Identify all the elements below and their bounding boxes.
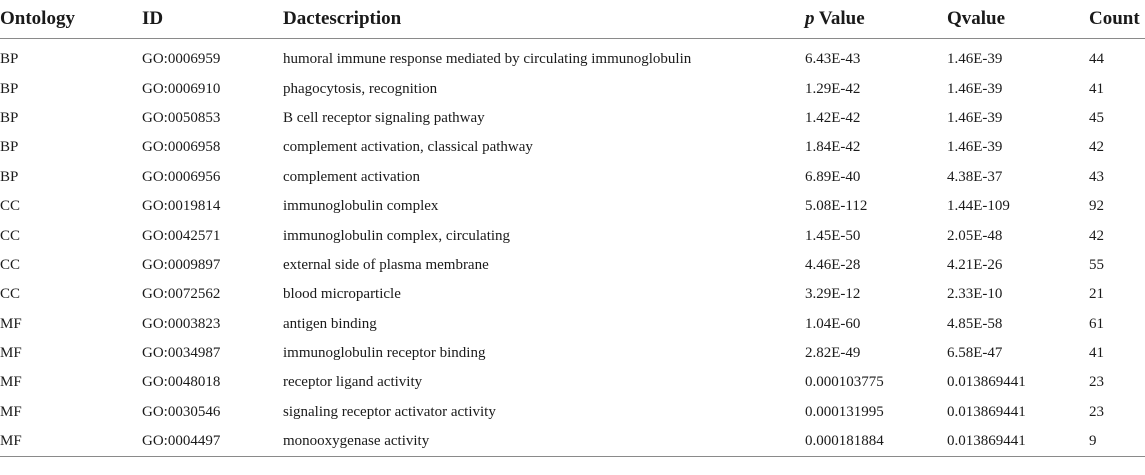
table-row (0, 133, 1145, 162)
cell-id: GO:0048018 (142, 374, 221, 391)
cell-qvalue: 2.33E-10 (947, 286, 1003, 303)
table-row (0, 310, 1145, 339)
cell-id: GO:0072562 (142, 286, 221, 303)
header-p-rest: Value (814, 8, 865, 29)
cell-description: blood microparticle (283, 286, 401, 303)
cell-ontology: MF (0, 315, 22, 332)
cell-id: GO:0006958 (142, 139, 221, 156)
cell-count: 43 (1089, 168, 1104, 185)
cell-p-value: 6.43E-43 (805, 51, 861, 68)
cell-count: 42 (1089, 139, 1104, 156)
cell-qvalue: 1.46E-39 (947, 80, 1003, 97)
cell-count: 61 (1089, 315, 1104, 332)
cell-ontology: CC (0, 256, 21, 273)
cell-ontology: MF (0, 374, 22, 391)
header-id: ID (142, 0, 283, 39)
cell-description: signaling receptor activator activity (283, 403, 496, 420)
header-qvalue: Qvalue (947, 0, 1089, 39)
cell-description: monooxygenase activity (283, 427, 805, 457)
table-row (0, 368, 1145, 397)
cell-ontology: MF (0, 345, 22, 362)
cell-description: receptor ligand activity (283, 374, 423, 391)
cell-ontology: BP (0, 168, 19, 185)
header-count: Count (1089, 0, 1145, 39)
cell-ontology: MF (0, 403, 22, 420)
cell-id: GO:0034987 (142, 345, 221, 362)
cell-id: GO:0004497 (142, 427, 283, 457)
cell-description: antigen binding (283, 315, 377, 332)
cell-description: immunoglobulin receptor binding (283, 345, 486, 362)
cell-count: 9 (1089, 427, 1145, 457)
cell-p-value: 4.46E-28 (805, 256, 861, 273)
cell-p-value: 1.84E-42 (805, 139, 861, 156)
cell-qvalue: 4.21E-26 (947, 256, 1003, 273)
cell-p-value: 0.000131995 (805, 403, 884, 420)
header-p-italic: p (805, 8, 815, 29)
cell-id: GO:0042571 (142, 227, 221, 244)
cell-description: external side of plasma membrane (283, 256, 489, 273)
cell-qvalue: 4.85E-58 (947, 315, 1003, 332)
cell-description: phagocytosis, recognition (283, 80, 438, 97)
cell-qvalue: 6.58E-47 (947, 345, 1003, 362)
table-header (0, 0, 1145, 39)
table-row (0, 339, 1145, 368)
cell-qvalue: 2.05E-48 (947, 227, 1003, 244)
cell-description: immunoglobulin complex (283, 198, 439, 215)
cell-p-value: 1.04E-60 (805, 315, 861, 332)
cell-count: 44 (1089, 51, 1104, 68)
cell-p-value: 5.08E-112 (805, 198, 868, 215)
cell-id: GO:0003823 (142, 315, 221, 332)
cell-ontology: CC (0, 286, 21, 303)
cell-count: 41 (1089, 345, 1104, 362)
table-row (0, 221, 1145, 250)
cell-ontology: CC (0, 198, 21, 215)
cell-id: GO:0006956 (142, 168, 221, 185)
table-row (0, 251, 1145, 280)
header-description: Dactescription (283, 0, 805, 39)
cell-description: immunoglobulin complex, circulating (283, 227, 511, 244)
cell-description: complement activation (283, 168, 421, 185)
table-row (0, 45, 1145, 74)
header-p-value (805, 0, 947, 39)
cell-count: 41 (1089, 80, 1104, 97)
cell-id: GO:0006910 (142, 80, 221, 97)
cell-ontology: BP (0, 80, 19, 97)
cell-ontology: BP (0, 51, 19, 68)
cell-qvalue: 0.013869441 (947, 403, 1026, 420)
cell-p-value: 1.45E-50 (805, 227, 861, 244)
cell-p-value: 2.82E-49 (805, 345, 861, 362)
cell-id: GO:0030546 (142, 403, 221, 420)
cell-count: 21 (1089, 286, 1104, 303)
cell-ontology: BP (0, 139, 19, 156)
table-row (0, 427, 1145, 457)
table-row (0, 104, 1145, 133)
table-row (0, 74, 1145, 103)
cell-p-value: 0.000103775 (805, 374, 884, 391)
cell-p-value: 1.29E-42 (805, 80, 861, 97)
cell-qvalue: 1.46E-39 (947, 139, 1003, 156)
cell-qvalue: 1.44E-109 (947, 198, 1010, 215)
header-ontology: Ontology (0, 0, 142, 39)
cell-description: complement activation, classical pathway (283, 139, 533, 156)
cell-id: GO:0009897 (142, 256, 221, 273)
table-row (0, 398, 1145, 427)
cell-qvalue: 1.46E-39 (947, 51, 1003, 68)
header-row (0, 0, 1145, 39)
cell-p-value: 0.000181884 (805, 427, 947, 457)
cell-count: 55 (1089, 256, 1104, 273)
cell-id: GO:0019814 (142, 198, 221, 215)
cell-count: 23 (1089, 374, 1104, 391)
table-row (0, 280, 1145, 309)
cell-description: B cell receptor signaling pathway (283, 109, 485, 126)
cell-ontology: BP (0, 109, 19, 126)
table-row (0, 192, 1145, 221)
cell-count: 42 (1089, 227, 1104, 244)
table-body (0, 39, 1145, 457)
cell-ontology: CC (0, 227, 21, 244)
cell-qvalue: 4.38E-37 (947, 168, 1003, 185)
cell-count: 45 (1089, 109, 1104, 126)
cell-qvalue: 0.013869441 (947, 374, 1026, 391)
cell-id: GO:0006959 (142, 51, 221, 68)
cell-description: humoral immune response mediated by circulating immunoglobulin (283, 51, 692, 68)
table-row (0, 163, 1145, 192)
cell-ontology: MF (0, 427, 142, 457)
cell-p-value: 6.89E-40 (805, 168, 861, 185)
cell-count: 92 (1089, 198, 1104, 215)
cell-p-value: 1.42E-42 (805, 109, 861, 126)
cell-p-value: 3.29E-12 (805, 286, 861, 303)
cell-qvalue: 0.013869441 (947, 427, 1089, 457)
cell-qvalue: 1.46E-39 (947, 109, 1003, 126)
cell-id: GO:0050853 (142, 109, 221, 126)
cell-count: 23 (1089, 403, 1104, 420)
